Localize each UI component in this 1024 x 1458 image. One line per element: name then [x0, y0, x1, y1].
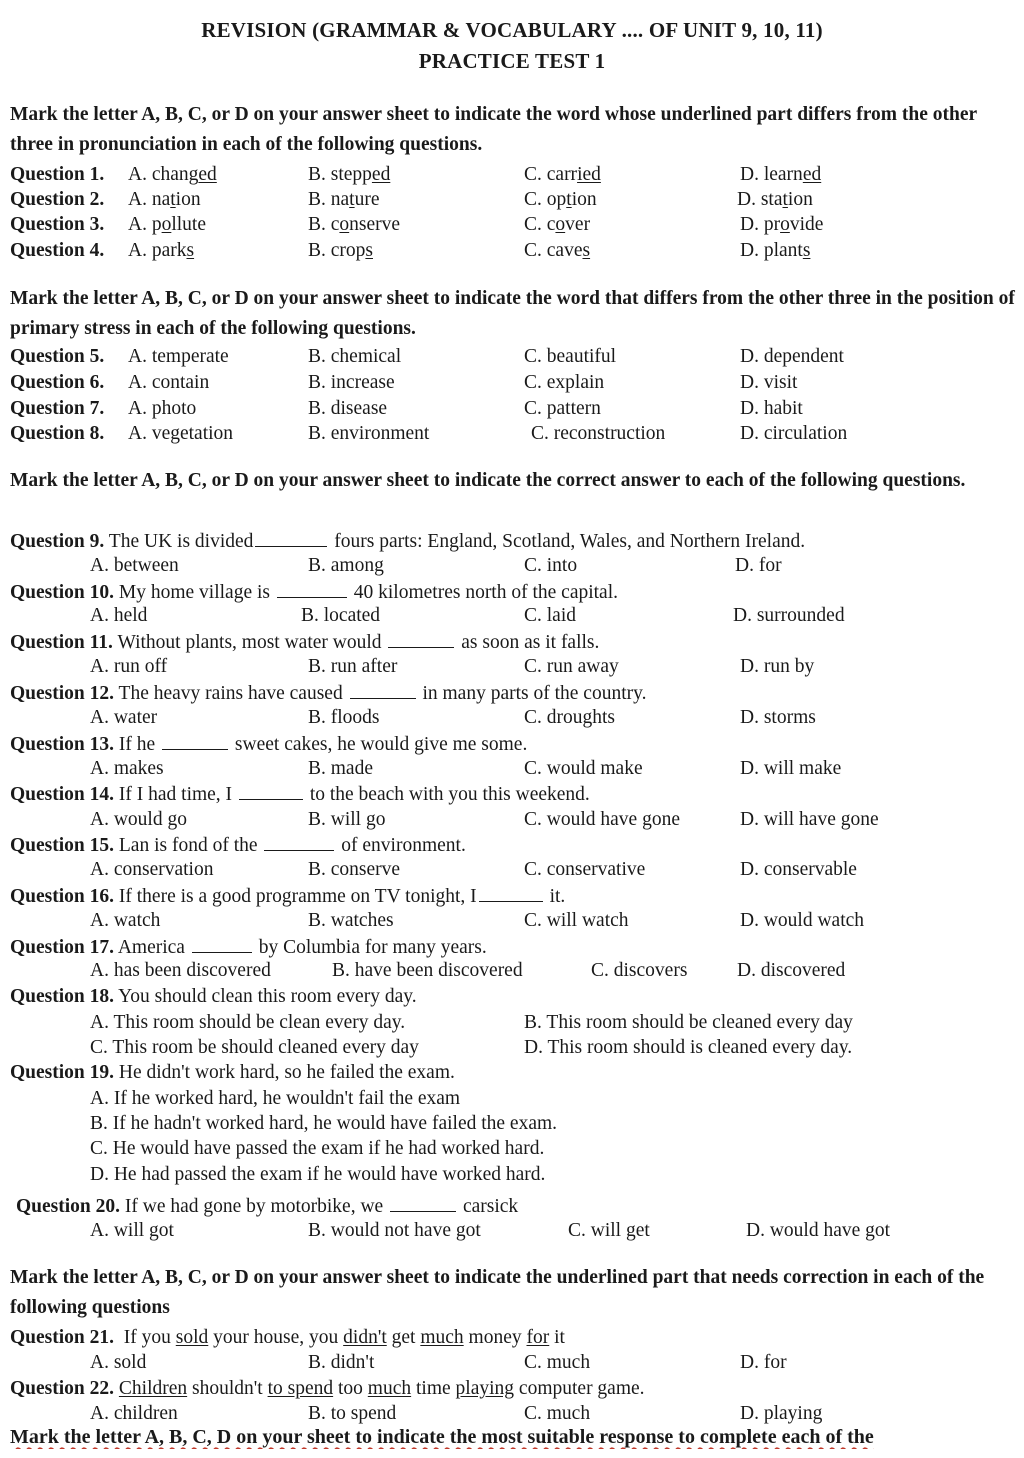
option-a[interactable]: A. between	[90, 555, 179, 576]
option-b[interactable]: B. disease	[308, 398, 388, 419]
question-3	[0, 214, 1024, 240]
question-stem: Question 15. Lan is fond of the of environment.	[10, 835, 466, 856]
question-18-options-row2	[0, 1037, 1024, 1063]
section-1-instruction: Mark the letter A, B, C, or D on your answer sheet to indicate the word whose underlined part differs from the other three in pronunciation in each of the following questions.	[10, 104, 977, 155]
question-22	[0, 1378, 1024, 1404]
option-c[interactable]: C. option	[524, 189, 597, 210]
question-stem: Question 12. The heavy rains have caused in many parts of the country.	[10, 683, 647, 704]
option-d[interactable]: D. dependent	[740, 346, 844, 367]
question-label: Question 17.	[10, 937, 115, 958]
question-12-options	[0, 707, 1024, 733]
question-stem: Question 16. If there is a good programme on TV tonight, I it.	[10, 886, 566, 907]
question-label: Question 18.	[10, 986, 115, 1007]
option-b[interactable]: B. run after	[308, 656, 398, 677]
question-20	[0, 1195, 1024, 1221]
option-a[interactable]: A. If he worked hard, he wouldn't fail the exam	[90, 1088, 461, 1109]
option-b[interactable]: B. have been discovered	[332, 960, 523, 981]
answer-blank[interactable]	[192, 936, 252, 953]
option-a[interactable]: A. makes	[90, 758, 164, 779]
question-5	[0, 346, 1024, 372]
question-stem: Question 22. Children shouldn't to spend too much time playing computer game.	[10, 1378, 645, 1399]
option-d[interactable]: D. visit	[740, 372, 798, 393]
option-a[interactable]: A. sold	[90, 1352, 147, 1373]
option-b[interactable]: B. will go	[308, 809, 386, 830]
option-b[interactable]: B. to spend	[308, 1403, 397, 1424]
option-b[interactable]: B. conserve	[308, 859, 401, 880]
question-13	[0, 733, 1024, 759]
question-label: Question 6.	[10, 372, 105, 393]
question-label: Question 10.	[10, 582, 115, 603]
question-label: Question 16.	[10, 886, 115, 907]
question-20-options	[0, 1220, 1024, 1246]
option-d[interactable]: D. for	[735, 555, 782, 576]
option-b[interactable]: B. chemical	[308, 346, 402, 367]
question-19	[0, 1062, 1024, 1088]
question-label: Question 4.	[10, 240, 105, 261]
option-a[interactable]: A. contain	[128, 372, 210, 393]
question-label: Question 13.	[10, 734, 115, 755]
option-d[interactable]: D. He had passed the exam if he would have worked hard.	[90, 1164, 546, 1185]
option-b[interactable]: B. This room should be cleaned every day	[524, 1012, 853, 1033]
option-c[interactable]: C. carried	[524, 164, 601, 185]
question-9-options	[0, 555, 1024, 581]
question-label: Question 14.	[10, 784, 115, 805]
option-d[interactable]: D. surrounded	[733, 605, 845, 626]
option-c[interactable]: C. conservative	[524, 859, 646, 880]
option-b[interactable]: B. located	[301, 605, 381, 626]
question-1	[0, 164, 1024, 190]
question-label: Question 12.	[10, 683, 115, 704]
question-11-options	[0, 656, 1024, 682]
answer-blank[interactable]	[239, 783, 303, 800]
option-c[interactable]: C. He would have passed the exam if he had worked hard.	[90, 1138, 545, 1159]
question-label: Question 5.	[10, 346, 105, 367]
option-d[interactable]: D. habit	[740, 398, 803, 419]
section-2-instruction: Mark the letter A, B, C, or D on your answer sheet to indicate the word that differs from the other three in the position of primary stress in each of the following questions.	[10, 288, 1015, 339]
option-c[interactable]: C. into	[524, 555, 578, 576]
option-b[interactable]: B. environment	[308, 423, 430, 444]
question-label: Question 21.	[10, 1327, 115, 1348]
question-13-options	[0, 758, 1024, 784]
option-d[interactable]: D. circulation	[740, 423, 848, 444]
answer-blank[interactable]	[350, 682, 416, 699]
option-c[interactable]: C. beautiful	[524, 346, 617, 367]
option-a[interactable]: A. temperate	[128, 346, 229, 367]
option-d[interactable]: D. run by	[740, 656, 815, 677]
question-15-options	[0, 859, 1024, 885]
option-a[interactable]: A. vegetation	[128, 423, 234, 444]
question-10	[0, 581, 1024, 607]
option-c[interactable]: C. would make	[524, 758, 643, 779]
question-4	[0, 240, 1024, 266]
question-stem: Question 18. You should clean this room every day.	[10, 986, 417, 1007]
question-label: Question 8.	[10, 423, 105, 444]
question-8	[0, 423, 1024, 449]
section-3-instruction: Mark the letter A, B, C, or D on your answer sheet to indicate the correct answer to each of the following questions.	[10, 470, 966, 491]
option-b[interactable]: B. would not have got	[308, 1220, 481, 1241]
question-stem: Question 11. Without plants, most water would as soon as it falls.	[10, 632, 600, 653]
question-17-options	[0, 960, 1024, 986]
option-d[interactable]: D. provide	[740, 214, 824, 235]
question-19-option-d-row	[0, 1164, 1024, 1190]
option-c[interactable]: C. much	[524, 1352, 591, 1373]
answer-blank[interactable]	[277, 581, 347, 598]
option-a[interactable]: A. water	[90, 707, 158, 728]
question-label: Question 7.	[10, 398, 105, 419]
option-c[interactable]: C. This room be should cleaned every day	[90, 1037, 419, 1058]
question-16	[0, 885, 1024, 911]
question-stem: Question 19. He didn't work hard, so he failed the exam.	[10, 1062, 455, 1083]
question-14-options	[0, 809, 1024, 835]
question-stem: Question 20. If we had gone by motorbike, we carsick	[16, 1196, 519, 1217]
question-label: Question 3.	[10, 214, 105, 235]
question-stem: Question 13. If he sweet cakes, he would give me some.	[10, 734, 528, 755]
question-label: Question 20.	[16, 1196, 121, 1217]
question-18-options-row1	[0, 1012, 1024, 1038]
question-label: Question 11.	[10, 632, 113, 653]
question-9	[0, 530, 1024, 556]
option-b[interactable]: B. floods	[308, 707, 380, 728]
option-a[interactable]: A. children	[90, 1403, 178, 1424]
question-21	[0, 1327, 1024, 1353]
option-a[interactable]: A. would go	[90, 809, 187, 830]
question-2	[0, 189, 1024, 215]
option-b[interactable]: B. conserve	[308, 214, 401, 235]
answer-blank[interactable]	[479, 885, 543, 902]
option-b[interactable]: B. stepped	[308, 164, 391, 185]
option-a[interactable]: A. will got	[90, 1220, 174, 1241]
question-label: Question 2.	[10, 189, 105, 210]
option-b[interactable]: B. watches	[308, 910, 394, 931]
question-14	[0, 783, 1024, 809]
answer-blank[interactable]	[390, 1195, 456, 1212]
page-title: REVISION (GRAMMAR & VOCABULARY .... OF UNIT 9, 10, 11)	[201, 18, 823, 42]
question-10-options	[0, 605, 1024, 631]
option-c[interactable]: C. run away	[524, 656, 619, 677]
option-d[interactable]: D. for	[740, 1352, 787, 1373]
question-label: Question 9.	[10, 531, 105, 552]
question-label: Question 22.	[10, 1378, 115, 1399]
question-17	[0, 936, 1024, 962]
question-12	[0, 682, 1024, 708]
question-label: Question 1.	[10, 164, 105, 185]
option-c[interactable]: C. much	[524, 1403, 591, 1424]
option-a[interactable]: A. This room should be clean every day.	[90, 1012, 406, 1033]
option-c[interactable]: C. caves	[524, 240, 591, 261]
option-d[interactable]: D. would have got	[746, 1220, 891, 1241]
option-c[interactable]: C. would have gone	[524, 809, 680, 830]
option-a[interactable]: A. parks	[128, 240, 195, 261]
option-a[interactable]: A. run off	[90, 656, 168, 677]
option-c[interactable]: C. cover	[524, 214, 591, 235]
option-d[interactable]: D. learned	[740, 164, 822, 185]
option-c[interactable]: C. explain	[524, 372, 605, 393]
question-stem: Question 9. The UK is divided fours parts: England, Scotland, Wales, and Northern Ireland.	[10, 531, 806, 552]
option-c[interactable]: C. laid	[524, 605, 576, 626]
option-a[interactable]: A. photo	[128, 398, 197, 419]
option-b[interactable]: B. nature	[308, 189, 380, 210]
option-d[interactable]: D. will make	[740, 758, 842, 779]
option-b[interactable]: B. crops	[308, 240, 373, 261]
option-d[interactable]: D. plants	[740, 240, 811, 261]
question-label: Question 15.	[10, 835, 115, 856]
option-b[interactable]: B. made	[308, 758, 373, 779]
option-c[interactable]: C. reconstruction	[531, 423, 666, 444]
option-d[interactable]: D. discovered	[737, 960, 846, 981]
option-b[interactable]: B. If he hadn't worked hard, he would have failed the exam.	[90, 1113, 558, 1134]
option-d[interactable]: D. conservable	[740, 859, 857, 880]
option-d[interactable]: D. storms	[740, 707, 816, 728]
option-c[interactable]: C. droughts	[524, 707, 616, 728]
question-stem: Question 14. If I had time, I to the beach with you this weekend.	[10, 784, 590, 805]
option-a[interactable]: A. nation	[128, 189, 201, 210]
option-a[interactable]: A. pollute	[128, 214, 207, 235]
answer-blank[interactable]	[388, 631, 454, 648]
question-19-option-c-row	[0, 1138, 1024, 1164]
question-16-options	[0, 910, 1024, 936]
section-4-instruction: Mark the letter A, B, C, or D on your answer sheet to indicate the underlined part that needs correction in each of the following questions	[10, 1267, 985, 1318]
question-19-option-b-row	[0, 1113, 1024, 1139]
option-b[interactable]: B. increase	[308, 372, 395, 393]
option-c[interactable]: C. discovers	[591, 960, 688, 981]
answer-blank[interactable]	[255, 530, 327, 547]
option-b[interactable]: B. among	[308, 555, 384, 576]
question-19-option-a-row	[0, 1088, 1024, 1114]
option-c[interactable]: C. will watch	[524, 910, 629, 931]
option-a[interactable]: A. held	[90, 605, 148, 626]
option-a[interactable]: A. changed	[128, 164, 217, 185]
option-d[interactable]: D. This room should is cleaned every day.	[524, 1037, 853, 1058]
option-a[interactable]: A. conservation	[90, 859, 214, 880]
question-18	[0, 986, 1024, 1012]
option-a[interactable]: A. has been discovered	[90, 960, 271, 981]
question-6	[0, 372, 1024, 398]
question-11	[0, 631, 1024, 657]
section-5-instruction: Mark the letter A, B, C, D on your sheet to indicate the most suitable response to complete each of the	[10, 1426, 874, 1448]
option-d[interactable]: D. would watch	[740, 910, 865, 931]
question-stem: Question 21. If you sold your house, you didn't get much money for it	[10, 1327, 565, 1348]
option-d[interactable]: D. playing	[740, 1403, 823, 1424]
option-c[interactable]: C. pattern	[524, 398, 601, 419]
question-stem: Question 10. My home village is 40 kilometres north of the capital.	[10, 582, 619, 603]
option-d[interactable]: D. station	[737, 189, 813, 210]
question-label: Question 19.	[10, 1062, 115, 1083]
option-b[interactable]: B. didn't	[308, 1352, 375, 1373]
option-a[interactable]: A. watch	[90, 910, 161, 931]
question-15	[0, 834, 1024, 860]
question-stem: Question 17. America by Columbia for many years.	[10, 937, 487, 958]
option-d[interactable]: D. will have gone	[740, 809, 879, 830]
option-c[interactable]: C. will get	[568, 1220, 650, 1241]
question-7	[0, 398, 1024, 424]
answer-blank[interactable]	[162, 733, 228, 750]
page-subtitle: PRACTICE TEST 1	[418, 49, 606, 73]
answer-blank[interactable]	[264, 834, 334, 851]
question-21-options	[0, 1352, 1024, 1378]
